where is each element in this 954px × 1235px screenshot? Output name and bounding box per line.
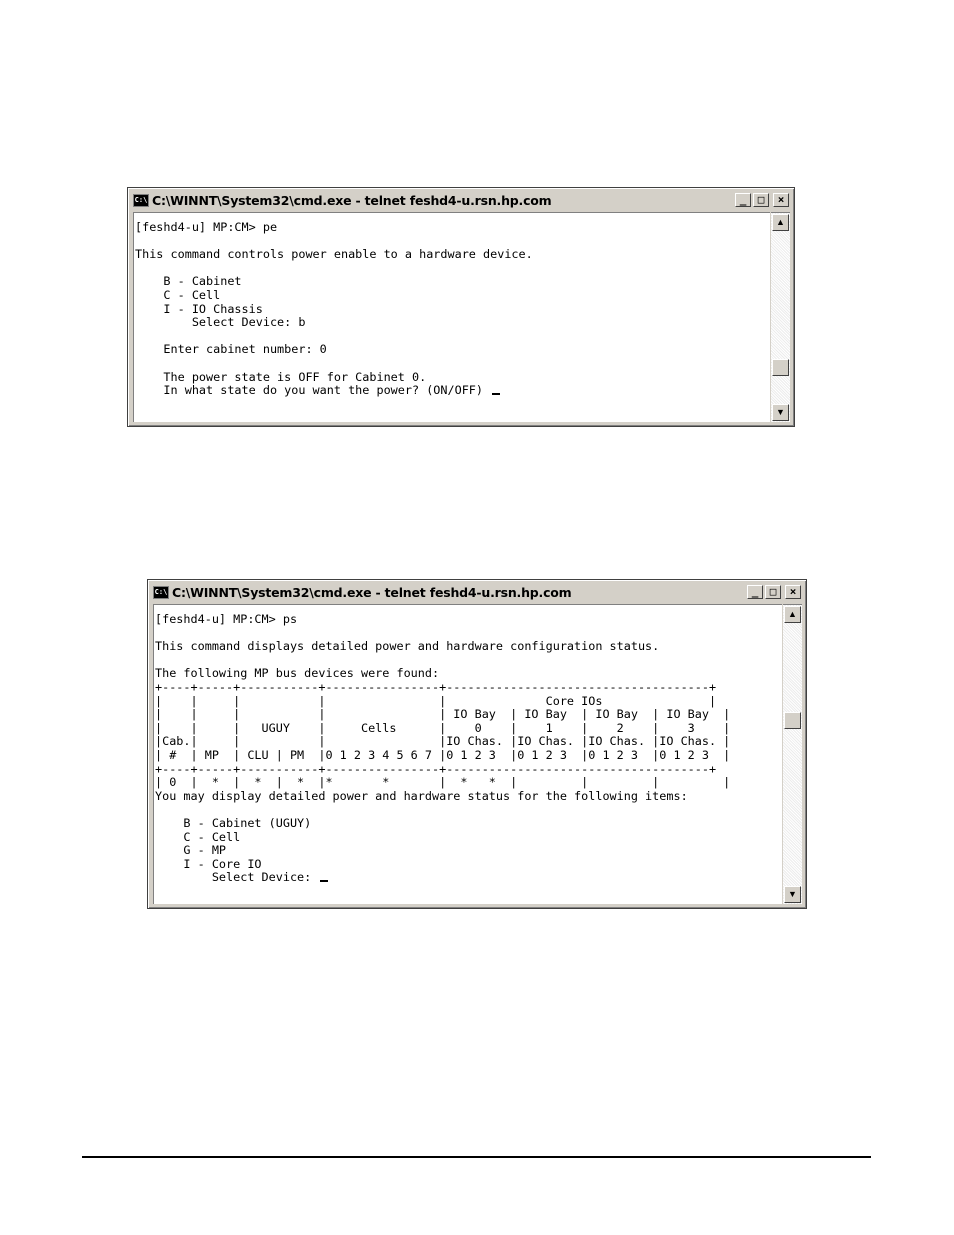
console-output-area[interactable] bbox=[153, 604, 782, 904]
console-text-content: [feshd4-u] MP:CM> pe This command controls power enable to a hardware device. B - Cabinet C - Cell I - IO Chassis Select Device: b Enter cabinet number: 0 The power state is OFF for Cabinet 0. In what state do you want the power? (ON/OFF) bbox=[135, 220, 533, 398]
console-icon[interactable]: C:\ bbox=[153, 586, 169, 599]
console-text bbox=[154, 605, 782, 885]
maximize-button[interactable]: □ bbox=[765, 585, 781, 599]
scroll-up-arrow-icon[interactable]: ▲ bbox=[784, 606, 801, 623]
vertical-scrollbar[interactable] bbox=[771, 212, 790, 422]
close-button[interactable]: × bbox=[773, 193, 789, 207]
console-text-content: [feshd4-u] MP:CM> ps This command displays detailed power and hardware configuration status. The following MP bus devices were found: +----+-----+-----------+----------------+-------------------------------------+ | | | | | Core IOs | | | | | | IO Bay | IO Bay | IO Bay | IO Bay | | | | UGUY | Cells | 0 | 1 | 2 | 3 | |Cab.| | | |IO Chas. |IO Chas. |IO Chas. |IO Chas. | | # | MP | CLU | PM |0 1 2 3 4 5 6 7 |0 1 2 3 |0 1 2 3 |0 1 2 3 |0 1 2 3 | +----+-----+-----------+----------------+-------------------------------------+ | 0 | * | * | * |* * | * * | | | | You may display detailed power and hardware status for the following items: B - Cabinet (UGUY) C - Cell G - MP I - Core IO Select Device: bbox=[155, 612, 731, 885]
window-title: C:\WINNT\System32\cmd.exe - telnet feshd4-u.rsn.hp.com bbox=[172, 584, 572, 600]
console-text bbox=[134, 213, 770, 398]
footer-rule bbox=[82, 1156, 871, 1158]
console-output-area[interactable] bbox=[133, 212, 770, 422]
scroll-thumb[interactable] bbox=[784, 712, 801, 729]
scroll-thumb[interactable] bbox=[772, 359, 789, 376]
text-cursor bbox=[492, 393, 500, 395]
title-bar[interactable] bbox=[131, 191, 791, 209]
minimize-button[interactable]: _ bbox=[735, 193, 751, 207]
scroll-up-arrow-icon[interactable]: ▲ bbox=[772, 214, 789, 231]
vertical-scrollbar[interactable] bbox=[783, 604, 802, 904]
console-icon[interactable]: C:\ bbox=[133, 194, 149, 207]
console-window-pe bbox=[127, 187, 795, 427]
maximize-button[interactable]: □ bbox=[753, 193, 769, 207]
console-window-ps bbox=[147, 579, 807, 909]
close-button[interactable]: × bbox=[785, 585, 801, 599]
scroll-down-arrow-icon[interactable]: ▼ bbox=[784, 886, 801, 903]
scroll-down-arrow-icon[interactable]: ▼ bbox=[772, 404, 789, 421]
minimize-button[interactable]: _ bbox=[747, 585, 763, 599]
text-cursor bbox=[320, 880, 328, 882]
window-title: C:\WINNT\System32\cmd.exe - telnet feshd4-u.rsn.hp.com bbox=[152, 192, 552, 208]
title-bar[interactable] bbox=[151, 583, 803, 601]
